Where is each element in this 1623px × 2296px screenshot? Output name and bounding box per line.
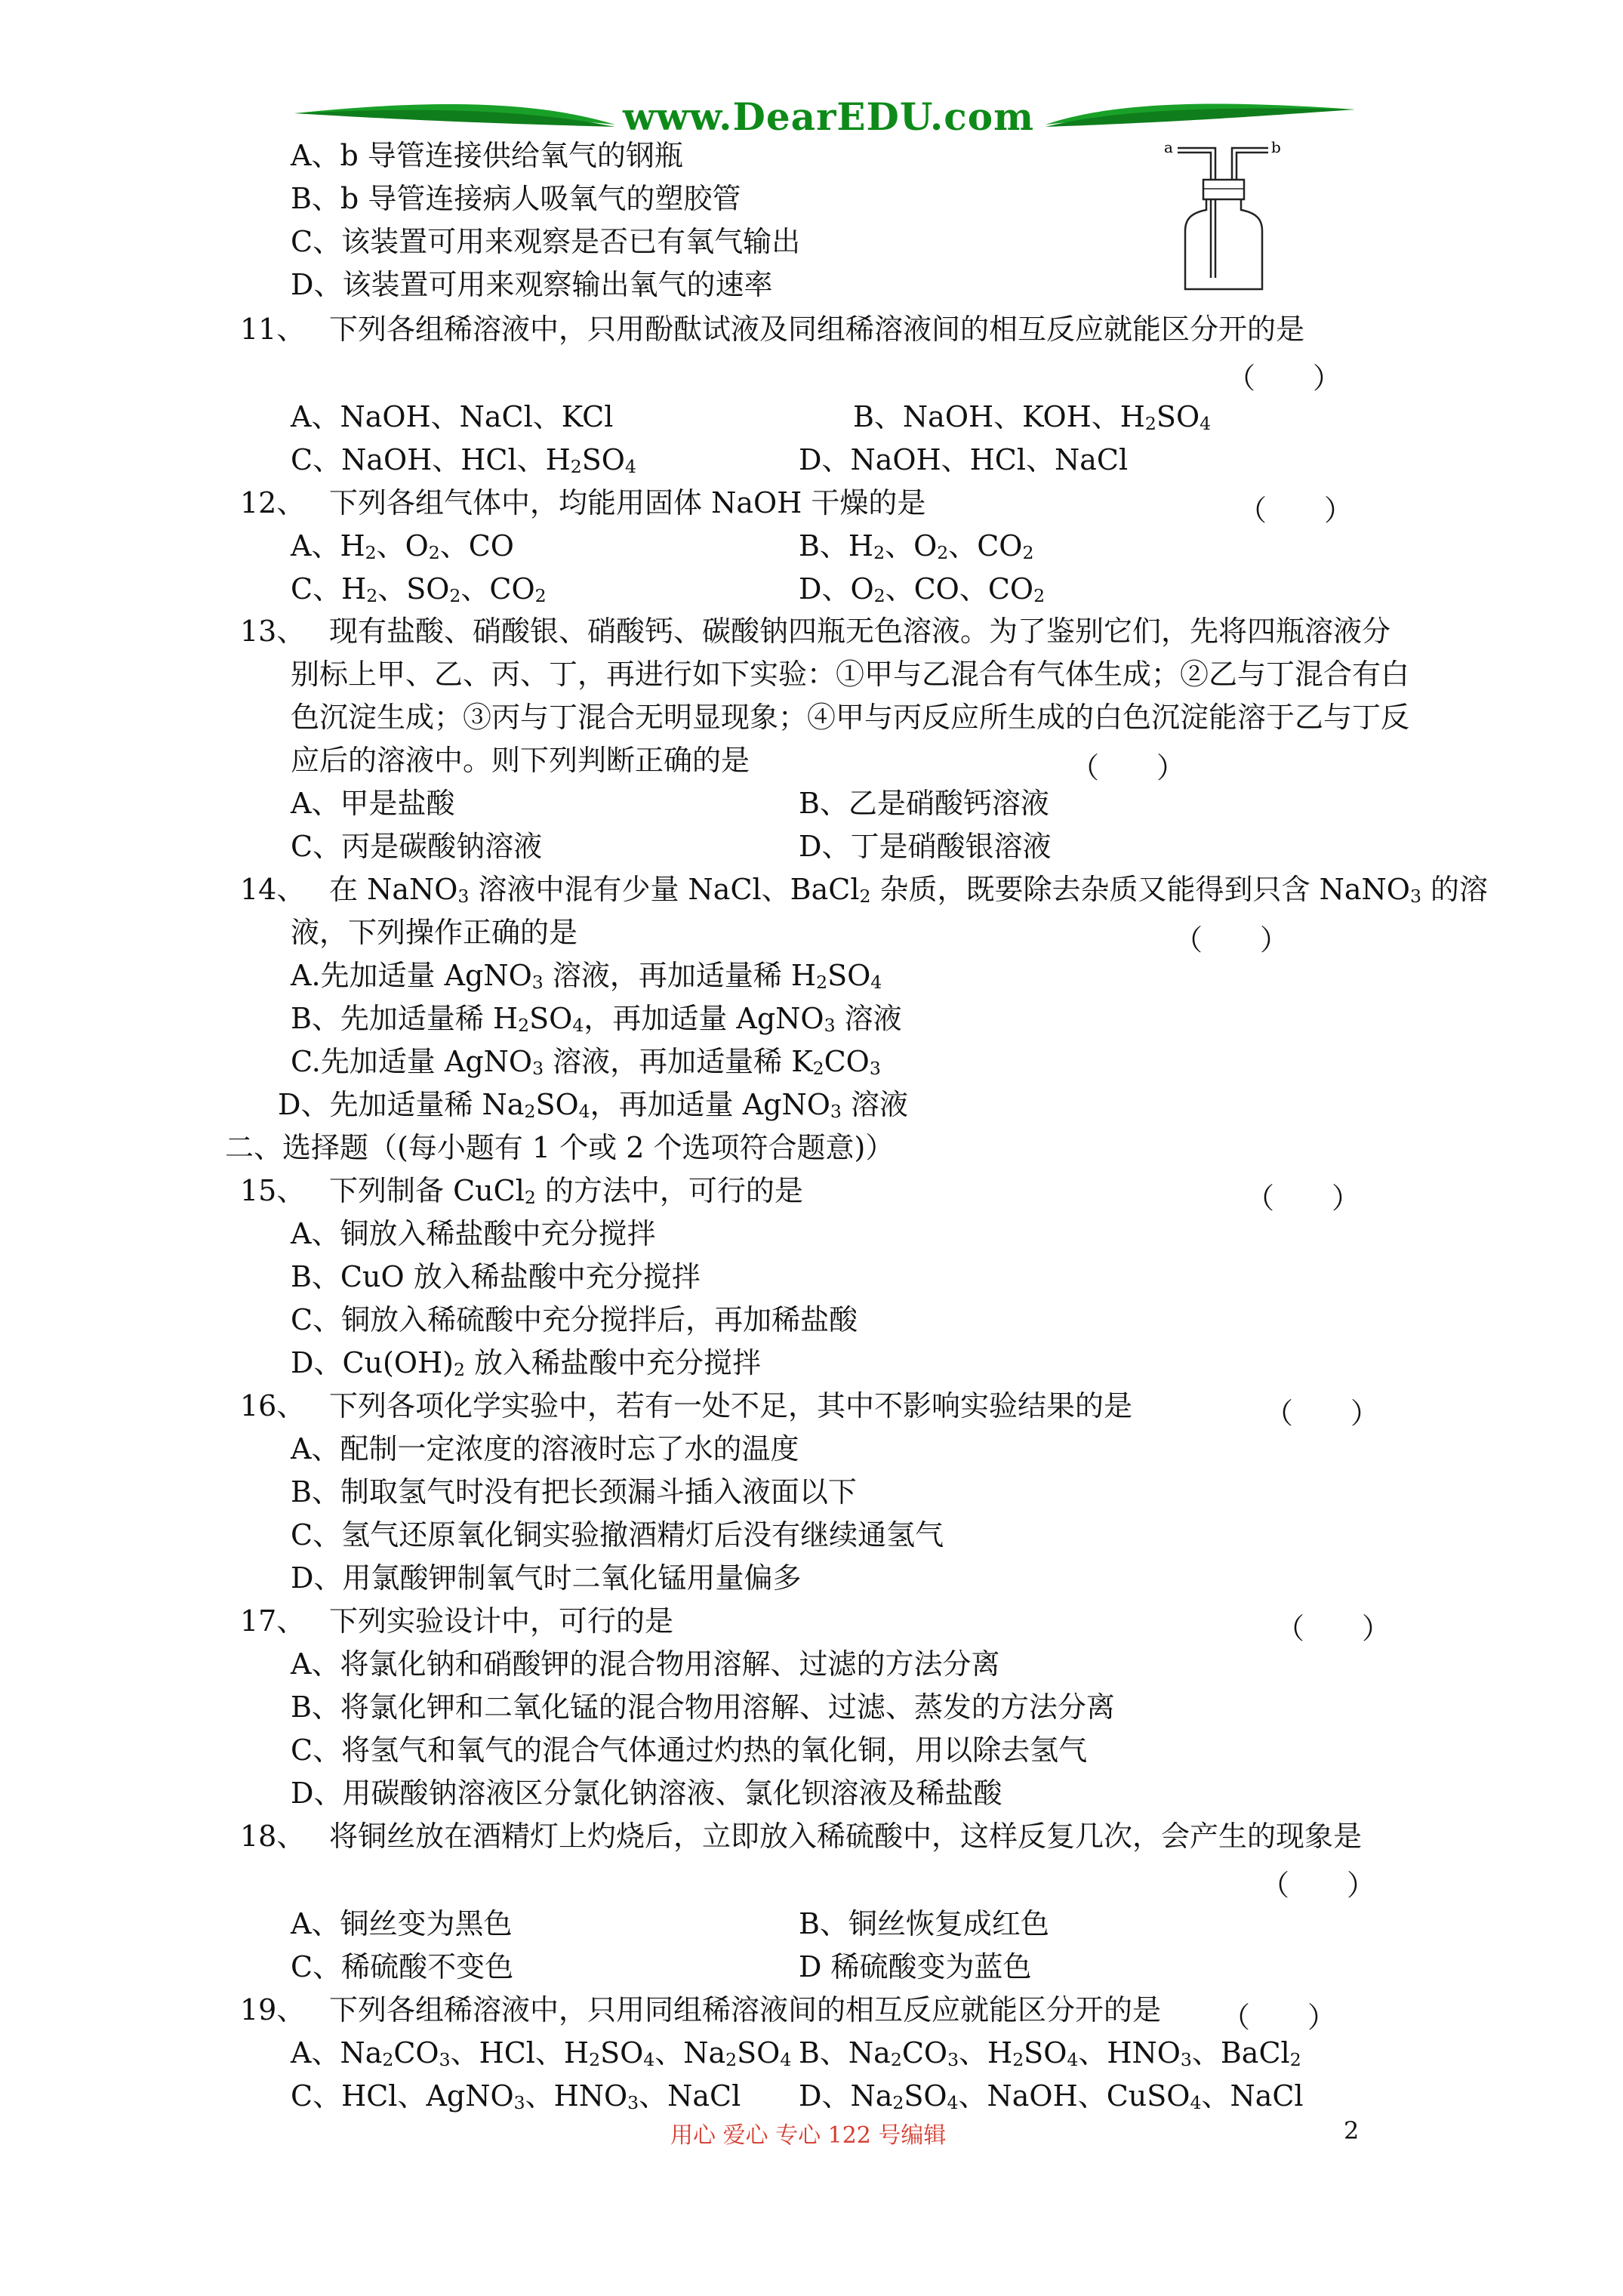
question-number: 17、 (240, 1604, 306, 1638)
q16-option-b: B、制取氢气时没有把长颈漏斗插入液面以下 (291, 1475, 857, 1509)
q19-option-c: C、HCl、AgNO$_3$、$HNO_3$、NaCl (291, 2079, 741, 2114)
q13-option-c: C、丙是碳酸钠溶液 (291, 830, 543, 863)
question-text: 下列各组气体中，均能用固体 NaOH 干燥的是 (329, 486, 926, 519)
question-19 (240, 1989, 1161, 2031)
question-number: 14、 (240, 873, 306, 906)
question-text: 将铜丝放在酒精灯上灼烧后，立即放入稀硫酸中，这样反复几次，会产生的现象是 (329, 1820, 1363, 1853)
q16-option-c: C、氢气还原氧化铜实验撤酒精灯后没有继续通氢气 (291, 1518, 944, 1552)
q11-option-c: C、NaOH、HCl、$H_2SO_4$ (291, 443, 636, 478)
q15-option-c: C、铜放入稀硫酸中充分搅拌后，再加稀盐酸 (291, 1303, 858, 1336)
q12-option-d: D、$O_2$、CO、$CO_2$ (799, 572, 1046, 607)
q12-option-b: B、$H_2$、$O_2$、$CO_2$ (799, 529, 1034, 564)
q11-option-b: B、NaOH、KOH、$H_2SO_4$ (853, 400, 1212, 435)
q16-option-d: D、用氯酸钾制氧气时二氧化锰用量偏多 (291, 1561, 802, 1595)
question-11 (240, 308, 1304, 350)
answer-paren: （ ） (1221, 2001, 1337, 2034)
q13-option-a: A、甲是盐酸 (291, 787, 455, 820)
page-number: 2 (1344, 2116, 1360, 2145)
q19-option-d: D、$Na_2SO_4$、NaOH、CuSO$_4$、NaCl (799, 2079, 1304, 2114)
question-text: 现有盐酸、硝酸银、硝酸钙、碳酸钠四瓶无色溶液。为了鉴别它们，先将四瓶溶液分 (329, 615, 1391, 648)
question-number: 16、 (240, 1389, 306, 1422)
question-text: 下列各组稀溶液中，只用同组稀溶液间的相互反应就能区分开的是 (329, 1993, 1162, 2026)
question-number: 13、 (240, 615, 306, 648)
question-number: 18、 (240, 1820, 306, 1853)
q17-option-d: D、用碳酸钠溶液区分氯化钠溶液、氯化钡溶液及稀盐酸 (291, 1777, 1002, 1810)
answer-paren: （ ） (1174, 923, 1289, 957)
question-number: 19、 (240, 1993, 306, 2026)
question-12 (240, 482, 925, 524)
question-13-line-3: 色沉淀生成；③丙与丁混合无明显现象；④甲与丙反应所生成的白色沉淀能溶于乙与丁反 (291, 701, 1410, 734)
question-17 (240, 1600, 673, 1642)
q12-option-c: C、$H_2$、$SO_2$、$CO_2$ (291, 572, 547, 607)
q14-option-c: C.先加适量 AgNO$_3$ 溶液，再加适量稀 $K_2CO_3$ (291, 1045, 881, 1080)
question-16 (240, 1385, 1132, 1427)
q14-option-b: B、先加适量稀 $H_2SO_4$，再加适量 AgNO$_3$ 溶液 (291, 1002, 902, 1037)
answer-paren: （ ） (1070, 751, 1186, 784)
q14-option-a: A.先加适量 AgNO$_3$ 溶液，再加适量稀 $H_2SO_4$ (291, 959, 882, 994)
q17-option-a: A、将氯化钠和硝酸钾的混合物用溶解、过滤的方法分离 (291, 1647, 1000, 1681)
q10-option-a: A、b 导管连接供给氧气的钢瓶 (291, 139, 683, 172)
footer-text: 用心 爱心 专心 122 号编辑 (670, 2122, 947, 2149)
q10-option-d: D、该装置可用来观察输出氧气的速率 (291, 268, 773, 301)
q19-option-b: B、$Na_2CO_3$、$H_2SO_4$、$HNO_3$、BaCl$_2$ (799, 2036, 1301, 2071)
question-14: 14、 在 NaNO$_3$ 溶液中混有少量 NaCl、BaCl$_2$ 杂质，既要除去杂质又能得到只含 NaNO$_3$ 的溶 (240, 868, 1488, 917)
q10-option-c: C、该装置可用来观察是否已有氧气输出 (291, 225, 801, 258)
q18-option-c: C、稀硫酸不变色 (291, 1950, 514, 1983)
tube-label-a: a (1164, 138, 1173, 156)
question-text: 下列各组稀溶液中，只用酚酞试液及同组稀溶液间的相互反应就能区分开的是 (329, 313, 1305, 346)
question-18 (240, 1815, 1362, 1857)
q11-option-d: D、NaOH、HCl、NaCl (799, 443, 1129, 476)
question-14-line-2: 液，下列操作正确的是 (291, 916, 578, 949)
tube-label-b: b (1271, 138, 1281, 156)
question-number: 11、 (240, 313, 306, 346)
question-13 (240, 610, 1390, 652)
q19-option-a: A、$Na_2CO_3$、HCl、$H_2SO_4$、$Na_2SO_4$ (291, 2036, 792, 2071)
answer-paren: （ ） (1264, 1397, 1380, 1430)
question-number: 15、 (240, 1174, 306, 1207)
q18-option-a: A、铜丝变为黑色 (291, 1907, 513, 1940)
q13-option-d: D、丁是硝酸银溶液 (799, 830, 1052, 863)
question-text: 下列实验设计中，可行的是 (329, 1604, 674, 1638)
q15-option-a: A、铜放入稀盐酸中充分搅拌 (291, 1217, 656, 1250)
answer-paren: （ ） (1227, 362, 1342, 395)
answer-paren: （ ） (1276, 1612, 1391, 1645)
q18-option-b: B、铜丝恢复成红色 (799, 1907, 1049, 1940)
question-13-line-2: 别标上甲、乙、丙、丁，再进行如下实验：①甲与乙混合有气体生成；②乙与丁混合有白 (291, 658, 1410, 691)
answer-paren: （ ） (1261, 1869, 1376, 1902)
q10-option-b: B、b 导管连接病人吸氧气的塑胶管 (291, 182, 741, 215)
question-text: 下列各项化学实验中，若有一处不足，其中不影响实验结果的是 (329, 1389, 1133, 1422)
q17-option-b: B、将氯化钾和二氧化锰的混合物用溶解、过滤、蒸发的方法分离 (291, 1690, 1115, 1724)
q18-option-d: D 稀硫酸变为蓝色 (799, 1950, 1032, 1983)
q12-option-a: A、$H_2$、$O_2$、CO (291, 529, 514, 564)
question-15: 15、 下列制备 CuCl$_2$ 的方法中，可行的是 (240, 1170, 803, 1219)
q14-option-d: D、先加适量稀 $Na_2SO_4$，再加适量 AgNO$_3$ 溶液 (278, 1088, 908, 1123)
section-heading: 二、选择题（(每小题有 1 个或 2 个选项符合题意)） (225, 1131, 895, 1164)
question-13-line-4: 应后的溶液中。则下列判断正确的是 (291, 744, 750, 777)
gas-washing-bottle-icon (1163, 134, 1283, 293)
q15-option-d: D、$Cu(OH)_2$ 放入稀盐酸中充分搅拌 (291, 1346, 762, 1381)
q11-option-a: A、NaOH、NaCl、KCl (291, 400, 614, 433)
q13-option-b: B、乙是硝酸钙溶液 (799, 787, 1049, 820)
q16-option-a: A、配制一定浓度的溶液时忘了水的温度 (291, 1432, 799, 1465)
site-logo-text: www.DearEDU.com (623, 94, 1035, 139)
question-number: 12、 (240, 486, 306, 519)
answer-paren: （ ） (1246, 1182, 1361, 1215)
q15-option-b: B、CuO 放入稀盐酸中充分搅拌 (291, 1260, 701, 1293)
q17-option-c: C、将氢气和氧气的混合气体通过灼热的氧化铜，用以除去氢气 (291, 1734, 1088, 1767)
answer-paren: （ ） (1238, 494, 1354, 527)
